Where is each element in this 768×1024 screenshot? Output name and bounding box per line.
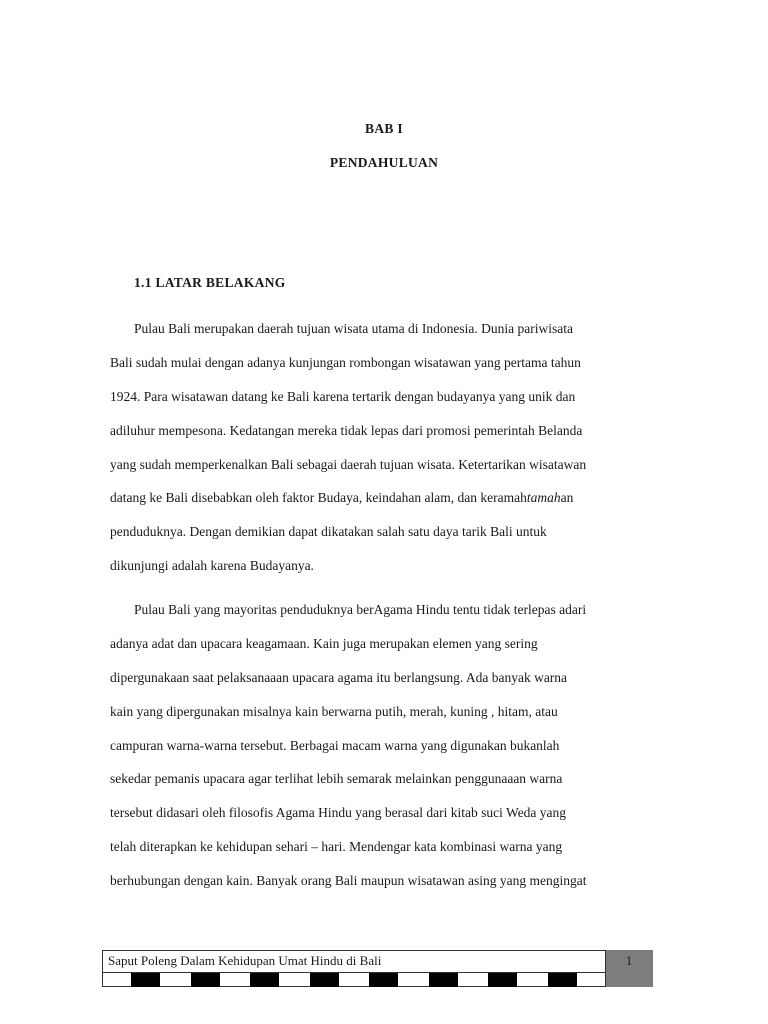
page-number: 1: [625, 953, 633, 968]
chapter-title: PENDAHULUAN: [329, 155, 439, 170]
paragraph-line: adanya adat dan upacara keagamaan. Kain juga merupakan elemen yang sering: [110, 636, 538, 651]
paragraph-line: Pulau Bali yang mayoritas penduduknya berAgama Hindu tentu tidak terlepas adari: [134, 602, 587, 617]
paragraph-line: Bali sudah mulai dengan adanya kunjungan rombongan wisatawan yang pertama tahun: [110, 355, 581, 370]
paragraph-line: berhubungan dengan kain. Banyak orang Bali maupun wisatawan asing yang mengingat: [110, 873, 587, 888]
paragraph-line: tersebut didasari oleh filosofis Agama Hindu yang berasal dari kitab suci Weda yang: [110, 805, 567, 820]
line-text: an: [560, 490, 574, 505]
poleng-stripe-block: [429, 973, 458, 987]
poleng-stripe-block: [310, 973, 339, 987]
poleng-stripe-block: [191, 973, 220, 987]
poleng-stripe-block: [369, 973, 398, 987]
paragraph-line: adiluhur mempesona. Kedatangan mereka tidak lepas dari promosi pemerintah Belanda: [110, 423, 583, 438]
poleng-stripe-block: [488, 973, 517, 987]
chapter-heading: BAB I: [365, 121, 403, 136]
paragraph-line: [110, 488, 573, 508]
line-text: datang ke Bali disebabkan oleh faktor Budaya, keindahan alam, dan keramah: [110, 490, 527, 505]
paragraph-line: dipergunakaan saat pelaksanaaan upacara agama itu berlangsung. Ada banyak warna: [110, 670, 568, 685]
poleng-stripe-block: [548, 973, 577, 987]
paragraph-line: Pulau Bali merupakan daerah tujuan wisata utama di Indonesia. Dunia pariwisata: [134, 321, 573, 336]
paragraph-line: penduduknya. Dengan demikian dapat dikatakan salah satu daya tarik Bali untuk: [110, 524, 547, 539]
italic-word: tamah: [526, 490, 561, 505]
footer-title: Saput Poleng Dalam Kehidupan Umat Hindu di Bali: [108, 953, 382, 968]
poleng-stripe-block: [131, 973, 160, 987]
paragraph-line: sekedar pemanis upacara agar terlihat lebih semarak melainkan penggunaaan warna: [110, 771, 563, 786]
paragraph-line: kain yang dipergunakan misalnya kain berwarna putih, merah, kuning , hitam, atau: [110, 704, 558, 719]
poleng-stripe-row: [102, 972, 605, 987]
section-heading: 1.1 LATAR BELAKANG: [134, 275, 286, 290]
paragraph-line: campuran warna-warna tersebut. Berbagai macam warna yang digunakan bukanlah: [110, 738, 560, 753]
paragraph-line: 1924. Para wisatawan datang ke Bali karena tertarik dengan budayanya yang unik dan: [110, 389, 576, 404]
paragraph-line: dikunjungi adalah karena Budayanya.: [110, 558, 314, 573]
poleng-stripe-block: [250, 973, 279, 987]
paragraph-line: telah diterapkan ke kehidupan sehari – hari. Mendengar kata kombinasi warna yang: [110, 839, 563, 854]
paragraph-line: yang sudah memperkenalkan Bali sebagai daerah tujuan wisata. Ketertarikan wisatawan: [110, 457, 587, 472]
